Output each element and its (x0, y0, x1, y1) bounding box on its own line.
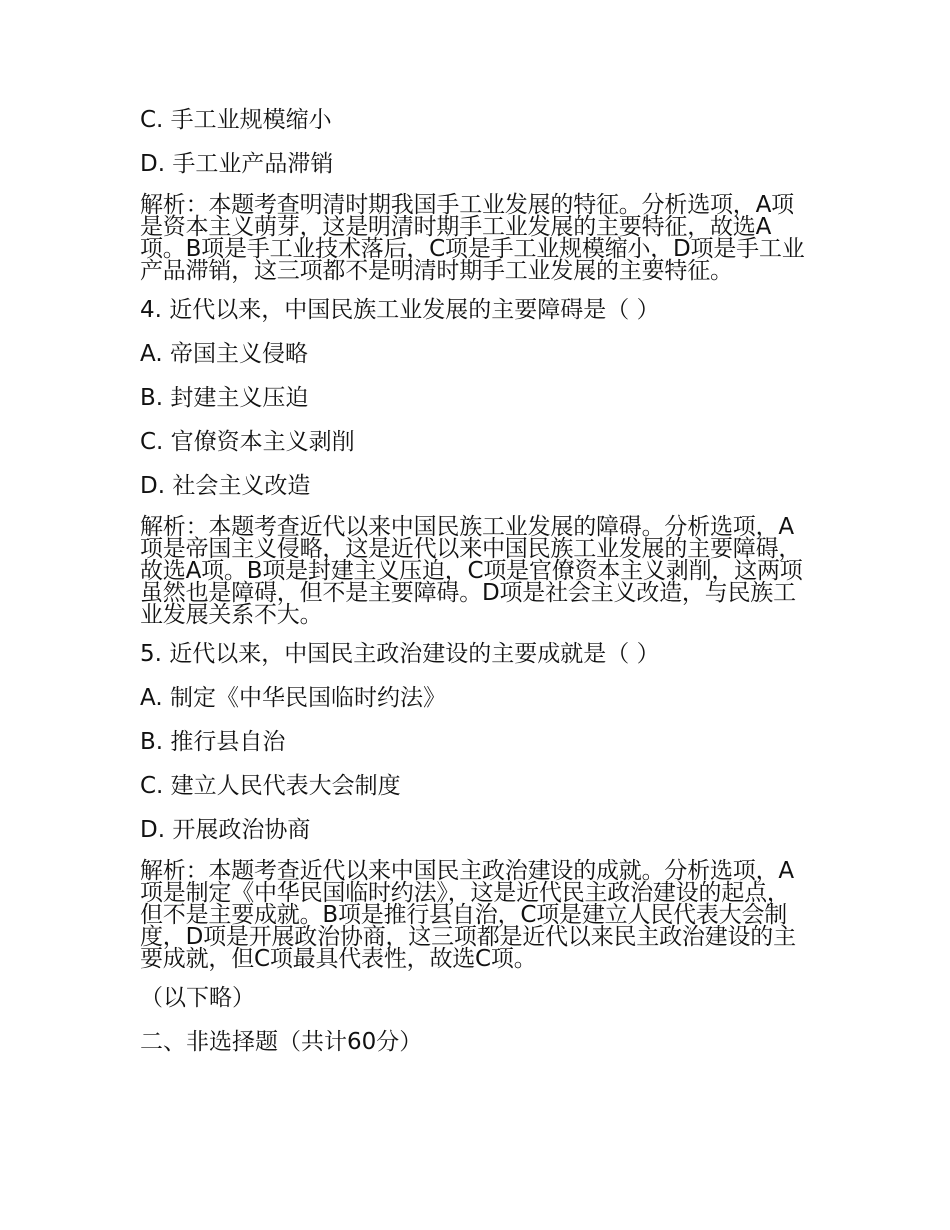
option-a-q4: A. 帝国主义侵略 (140, 341, 308, 367)
analysis-q4: 解析：本题考查近代以来中国民族工业发展的障碍。分析选项，A项是帝国主义侵略，这是近代以来中国民族工业发展的主要障碍，故选A项。B项是封建主义压迫，C项是官僚资本主义剥削，这两项虽然也是障碍，但不是主要障碍。D项是社会主义改造，与民族工业发展关系不大。 (140, 514, 803, 628)
option-c-q4: C. 官僚资本主义剥削 (140, 429, 355, 455)
option-d-q3: D. 手工业产品滞销 (140, 151, 334, 177)
option-a-q5: A. 制定《中华民国临时约法》 (140, 685, 446, 711)
section-heading-nonchoice: 二、非选择题（共计60分） (140, 1029, 423, 1055)
question-5: 5. 近代以来，中国民主政治建设的主要成就是（ ） (140, 641, 660, 667)
option-c-q3: C. 手工业规模缩小 (140, 107, 332, 133)
question-4: 4. 近代以来，中国民族工业发展的主要障碍是（ ） (140, 297, 660, 323)
omitted-note: （以下略） (140, 985, 255, 1011)
option-d-q5: D. 开展政治协商 (140, 817, 311, 843)
option-c-q5: C. 建立人民代表大会制度 (140, 773, 401, 799)
document-page (140, 104, 812, 1058)
analysis-q5: 解析：本题考查近代以来中国民主政治建设的成就。分析选项，A项是制定《中华民国临时约法》，这是近代民主政治建设的起点，但不是主要成就。B项是推行县自治，C项是建立人民代表大会制度，D项是开展政治协商，这三项都是近代以来民主政治建设的主要成就，但C项最具代表性，故选C项。 (140, 858, 796, 972)
option-b-q4: B. 封建主义压迫 (140, 385, 309, 411)
analysis-q3: 解析：本题考查明清时期我国手工业发展的特征。分析选项，A项是资本主义萌芽，这是明清时期手工业发展的主要特征，故选A项。B项是手工业技术落后，C项是手工业规模缩小，D项是手工业产品滞销，这三项都不是明清时期手工业发展的主要特征。 (140, 192, 805, 284)
option-b-q5: B. 推行县自治 (140, 729, 286, 755)
option-d-q4: D. 社会主义改造 (140, 473, 311, 499)
